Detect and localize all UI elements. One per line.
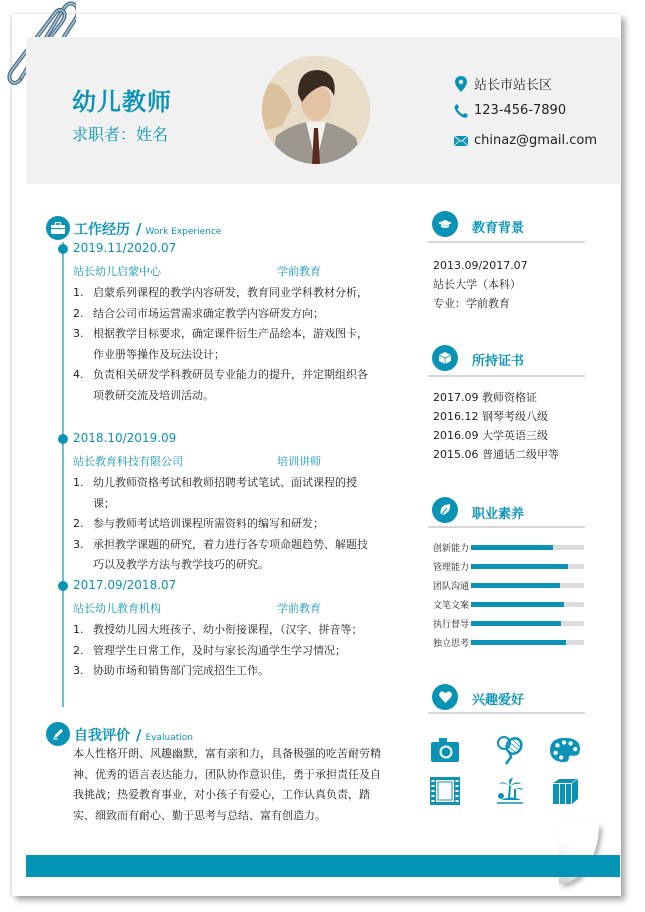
pencil-icon: [46, 722, 70, 746]
email-text[interactable]: chinaz@gmail.com: [474, 133, 598, 148]
skill-row: 执行督导: [433, 617, 584, 630]
skill-row: 文笔文案: [433, 598, 584, 611]
job-org: 站长幼儿教育机构: [73, 602, 161, 615]
skill-bar-fill: [471, 602, 564, 607]
skill-bar-fill: [471, 621, 561, 626]
list-item: 3. 根据教学目标要求，确定课件衍生产品绘本，游戏图卡，作业册等操作及玩法设计；: [73, 327, 368, 361]
job-org: 站长教育科技有限公司: [73, 455, 183, 468]
books-icon: [550, 776, 580, 806]
list-item: 1. 教授幼儿园大班孩子、幼小衔接课程，（汉字、拼音等；: [73, 623, 363, 636]
heart-icon: [432, 684, 458, 710]
job-duties: [73, 620, 373, 682]
skill-row: 团队沟通: [433, 579, 584, 592]
list-item: 3. 协助市场和销售部门完成招生工作。: [73, 664, 269, 677]
job-date: 2017.09/2018.07: [73, 578, 177, 592]
certificates-title: 所持证书: [472, 354, 525, 369]
film-icon: [430, 776, 460, 806]
mail-icon: [454, 134, 468, 148]
job-role: 培训讲师: [277, 455, 321, 468]
skill-bar-fill: [471, 564, 568, 569]
list-item: 1. 幼儿教师资格考试和教师招聘考试笔试、面试课程的授课；: [73, 476, 357, 510]
list-item: 2. 管理学生日常工作，及时与家长沟通学生学习情况；: [73, 643, 346, 657]
skill-bar-fill: [471, 545, 553, 550]
work-section-title: 工作经历 / Work Experience: [74, 220, 222, 238]
job-date: 2018.10/2019.09: [73, 431, 177, 445]
divider: [428, 526, 585, 528]
contact-email[interactable]: [454, 133, 597, 148]
skill-bar-fill: [471, 583, 560, 588]
contact-address: [454, 74, 552, 93]
list-item: 1. 启蒙系列课程的教学内容研发，教育同业学科教材分析，: [73, 286, 368, 299]
address-text: 站长市站长区: [474, 78, 553, 93]
timeline-dot: [58, 581, 68, 591]
timeline-dot: [58, 434, 68, 444]
evaluation-section-title: 自我评价 / Evaluation: [74, 726, 193, 744]
divider: [428, 712, 585, 714]
hobbies-title: 兴趣爱好: [472, 693, 525, 708]
skills-title: 职业素养: [472, 507, 525, 522]
certificates-list: 2017.09 教师资格证 2016.12 钢琴考级八级 2016.09 大学英语三级 2015.06 普通话二级甲等: [433, 391, 559, 461]
island-icon: [495, 776, 525, 806]
leaf-icon: [432, 497, 458, 523]
profile-photo: [262, 56, 370, 164]
briefcase-icon: [46, 216, 70, 240]
divider: [428, 241, 585, 243]
tennis-icon: [495, 735, 525, 765]
phone-icon: [454, 104, 468, 118]
job-duties: [73, 473, 373, 576]
list-item: 3. 承担教学课题的研究，着力进行各专项命题趋势、解题技巧以及教学方法与教学技巧的研究。: [73, 537, 368, 571]
job-org: 站长幼儿启蒙中心: [73, 265, 161, 278]
job-title: 幼儿教师: [72, 88, 172, 116]
evaluation-text: 本人性格开朗、风趣幽默，富有亲和力，具备极强的吃苦耐劳精神、优秀的语言表达能力，团队协作意识佳，勇于承担责任及自我挑战；热爱教育事业，对小孩子有爱心，工作认真负责，踏实、细致而有耐心、勤于思考与总结、富有创造力。: [73, 747, 381, 822]
timeline-line: [62, 242, 64, 707]
education-title: 教育背景: [472, 221, 525, 236]
footer-band: [26, 855, 620, 877]
skill-row: 管理能力: [433, 560, 584, 573]
camera-icon: [430, 735, 460, 765]
location-pin-icon: [454, 77, 468, 91]
job-role: 学前教育: [277, 265, 321, 278]
skill-row: 创新能力: [433, 541, 584, 554]
timeline-dot: [58, 244, 68, 254]
job-duties: [73, 283, 373, 406]
skill-row: 独立思考: [433, 636, 584, 649]
phone-text: 123-456-7890: [474, 103, 567, 118]
applicant-name: 求职者：姓名: [72, 125, 169, 144]
list-item: 2. 参与教师考试培训课程所需资料的编写和研发；: [73, 517, 324, 530]
job-role: 学前教育: [277, 602, 321, 615]
contact-phone: [454, 103, 566, 118]
list-item: 2. 结合公司市场运营需求确定教学内容研发方向；: [73, 306, 324, 320]
skill-bar-fill: [471, 640, 566, 645]
graduation-cap-icon: [432, 211, 458, 237]
education-details: 2013.09/2017.07 站长大学（本科） 专业：学前教育: [433, 259, 528, 310]
job-date: 2019.11/2020.07: [73, 241, 177, 255]
list-item: 4. 负责相关研发学科教研员专业能力的提升，并定期组织各项教研交流及培训活动。: [73, 368, 368, 402]
divider: [428, 375, 585, 377]
palette-icon: [550, 735, 580, 765]
certificate-box-icon: [432, 345, 458, 371]
